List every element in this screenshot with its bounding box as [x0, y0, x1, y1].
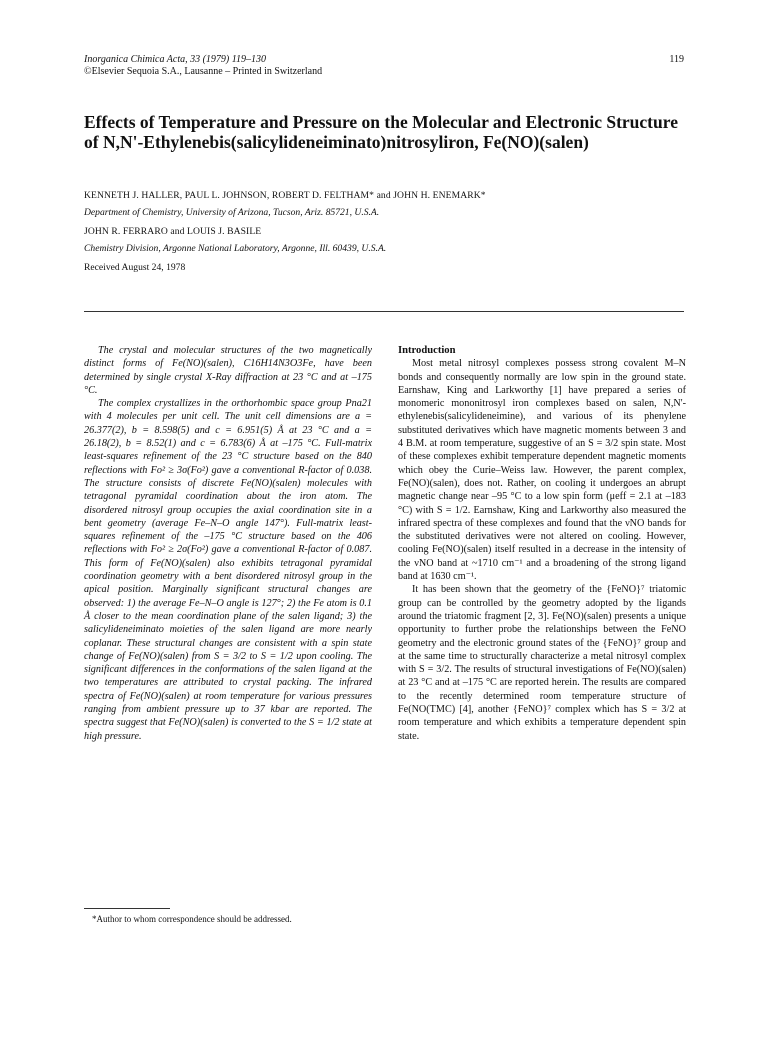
affiliation-1: Department of Chemistry, University of Arizona, Tucson, Ariz. 85721, U.S.A. — [84, 207, 380, 218]
publisher-line: ©Elsevier Sequoia S.A., Lausanne – Printed in Switzerland — [84, 66, 323, 77]
footnote-divider — [84, 908, 170, 909]
introduction-section — [398, 344, 686, 743]
abstract-paragraph: The complex crystallizes in the orthorhombic space group Pna21 with 4 molecules per unit cell. The unit cell dimensions are a = 26.377(2), b = 8.598(5) and c = 6.951(5) Å at 23 °C and a = 26.18(2), b = 8.52(1) and c = 6.783(6) Å at –175 °C. Full-matrix least-squares refinement of the 23 °C structure based on the 840 reflections with Fo² ≥ 3σ(Fo²) gave a conventional R-factor of 0.038. The structure consists of discrete Fe(NO)(salen) molecules with tetragonal pyramidal coordination about the iron atom. The disordered nitrosyl group occupies the axial coordination site in a bent geometry (average Fe–N–O angle 147°). Full-matrix least-squares refinement of the –175 °C structure based on the 406 reflections with Fo² ≥ 2σ(Fo²) gave a conventional R-factor of 0.087. This form of Fe(NO)(salen) also exhibits tetragonal pyramidal coordination geometry with a bent disordered nitrosyl group in the apical position. Marginally significant structural changes are observed: 1) the average Fe–N–O angle is 127°; 2) the Fe atom is 0.1 Å closer to the mean coordination plane of the salen ligand; 3) the salicylideneiminato moieties of the salen ligand are more nearly coplanar. These structural changes are consistent with a spin state change of Fe(NO)(salen) from S = 3/2 to S = 1/2 upon cooling. The significant differences in the conformations of the salen ligand at the two temperatures are attributed to crystal packing. The infrared spectra of Fe(NO)(salen) at room temperature for various pressures ranging from ambient pressure up to 37 kbar are reported. The spectra suggest that Fe(NO)(salen) is converted to the S = 1/2 state at high pressure. — [84, 398, 372, 742]
journal-line: Inorganica Chimica Acta, 33 (1979) 119–130 — [84, 54, 267, 65]
affiliation-2: Chemistry Division, Argonne National Laboratory, Argonne, Ill. 60439, U.S.A. — [84, 243, 387, 254]
footnote: *Author to whom correspondence should be addressed. — [92, 914, 292, 924]
body-paragraph: It has been shown that the geometry of the {FeNO}⁷ triatomic group can be controlled by the geometry adopted by the ligands around the triatomic fragment [2, 3]. Fe(NO)(salen) presents a unique opportunity to further probe the relationships between the FeNO geometry and the electronic ground states of the {FeNO}⁷ group and at the same time to structurally characterize a metal nitrosyl complex with S = 3/2. The results of structural investigations of Fe(NO)(salen) at 23 °C and at –175 °C are reported herein. The results are compared to the recently determined room temperature structure of Fe(NO(TMC) [4], another {FeNO}⁷ complex which has S = 3/2 at room temperature and which exhibits a temperature dependent spin state. — [398, 584, 686, 742]
article-title: Effects of Temperature and Pressure on the Molecular and Electronic Structure of N,N'-Ethylenebis(salicylideneiminato)nitrosyliron, Fe(NO)(salen) — [84, 112, 678, 152]
page-number: 119 — [669, 54, 684, 65]
abstract — [84, 344, 372, 743]
section-heading: Introduction — [398, 345, 456, 356]
header-divider — [84, 311, 684, 312]
body-paragraph: Most metal nitrosyl complexes possess strong covalent M–N bonds and consequently normally are low spin in the ground state. Earnshaw, King and Larkworthy [1] have prepared a series of monomeric mononitrosyl iron complexes based on salen, N,N'-ethylenebis(salicylideneimine), and various of its phenylene substituted derivatives which have magnetic moments between 3 and 4 B.M. at room temperature, suggestive of an S = 3/2 spin state. Most of these complexes exhibit temperature dependent magnetic moments which obey the Curie–Weiss law. However, the parent complex, Fe(NO)(salen), does not. Rather, on cooling it undergoes an abrupt magnetic change near –95 °C to a low spin form (μeff = 2.1 at –183 °C) with S = 1/2. Earnshaw, King and Larkworthy also measured the infrared spectra of these complexes and found that the νNO bands for the substituted derivatives were not altered on cooling. However, cooling Fe(NO)(salen) itself resulted in a decrease in the intensity of the νNO band at ~1710 cm⁻¹ and a broadening of the strong ligand band at 1630 cm⁻¹. — [398, 358, 686, 583]
author-block — [84, 187, 684, 276]
abstract-paragraph: The crystal and molecular structures of the two magnetically distinct forms of Fe(NO)(salen), C16H14N3O3Fe, have been determined by single crystal X-Ray diffraction at 23 °C and at –175 °C. — [84, 345, 372, 396]
authors-group-2: JOHN R. FERRARO and LOUIS J. BASILE — [84, 226, 262, 237]
authors-group-1: KENNETH J. HALLER, PAUL L. JOHNSON, ROBERT D. FELTHAM* and JOHN H. ENEMARK* — [84, 190, 486, 201]
journal-citation — [84, 54, 322, 78]
received-date: Received August 24, 1978 — [84, 262, 186, 273]
